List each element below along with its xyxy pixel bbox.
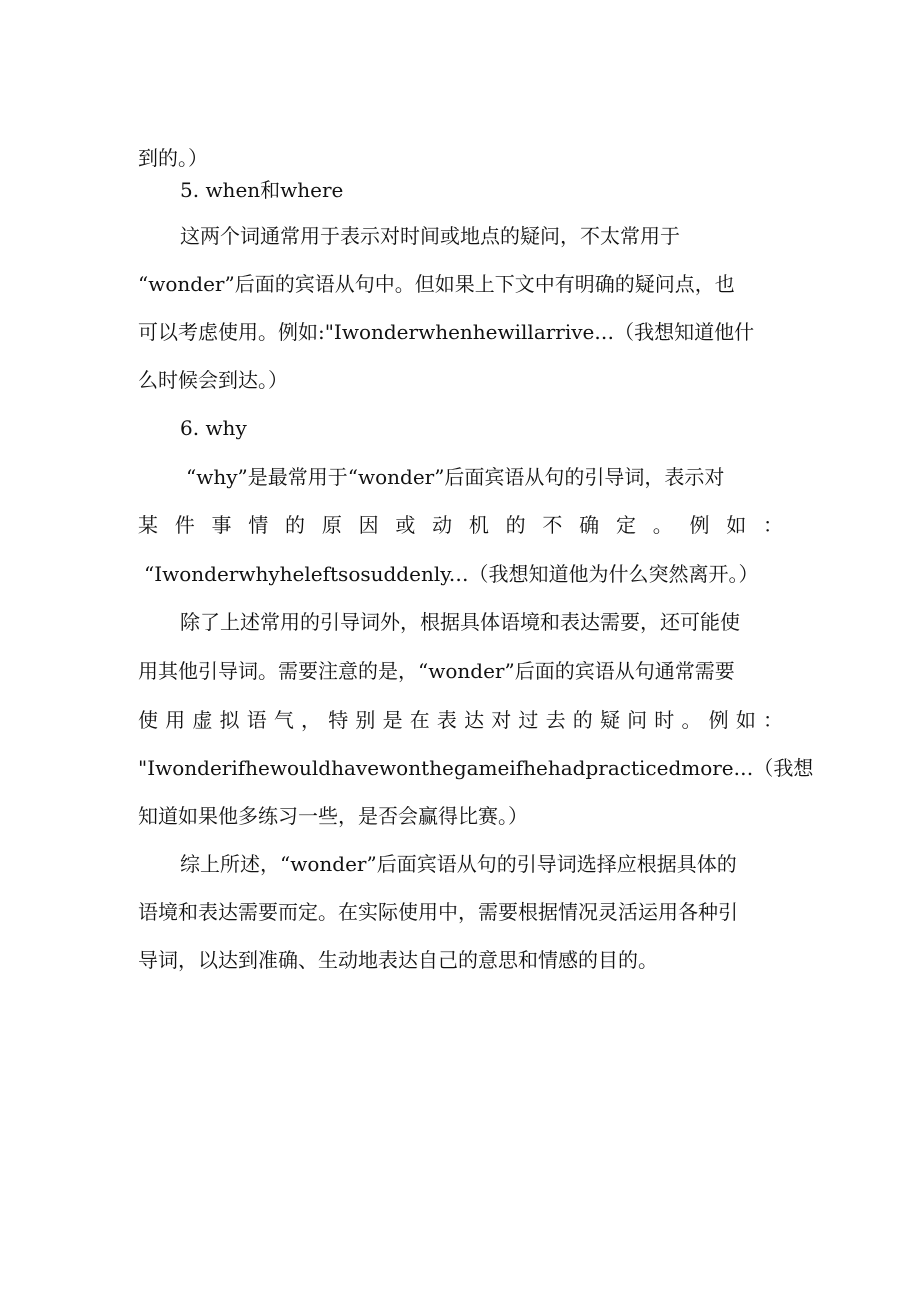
section-heading: 5. when和where xyxy=(180,178,344,202)
text-line: 么时候会到达。） xyxy=(138,368,288,392)
text-line: “why”是最常用于“wonder”后面宾语从句的引导词，表示对 xyxy=(186,465,725,489)
text-line: "Iwonderifhewouldhavewonthegameifhehadpracticedmore.‥（我想 xyxy=(138,756,814,780)
text-line: “Iwonderwhyheleftsosuddenly.‥（我想知道他为什么突然离开。） xyxy=(144,562,759,586)
text-line: “wonder”后面的宾语从句中。但如果上下文中有明确的疑问点，也 xyxy=(138,272,735,296)
text-line: 某件事情的原因或动机的不确定。例如： xyxy=(138,513,783,537)
text-line: 可以考虑使用。例如:"Iwonderwhenhewillarrive.‥（我想知道他什 xyxy=(138,320,755,344)
text-line: 综上所述，“wonder”后面宾语从句的引导词选择应根据具体的 xyxy=(180,852,737,876)
section-heading: 6. why xyxy=(180,416,247,440)
text-line: 导词，以达到准确、生动地表达自己的意思和情感的目的。 xyxy=(138,948,658,972)
text-line: 到的。） xyxy=(138,146,208,170)
text-line: 这两个词通常用于表示对时间或地点的疑问，不太常用于 xyxy=(180,224,680,248)
text-line: 除了上述常用的引导词外，根据具体语境和表达需要，还可能使 xyxy=(180,610,740,634)
text-line: 使用虚拟语气，特别是在表达对过去的疑问时。例如： xyxy=(138,708,783,732)
text-line: 用其他引导词。需要注意的是，“wonder”后面的宾语从句通常需要 xyxy=(138,659,735,683)
text-line: 语境和表达需要而定。在实际使用中，需要根据情况灵活运用各种引 xyxy=(138,900,738,924)
text-line: 知道如果他多练习一些，是否会赢得比赛。） xyxy=(138,804,528,828)
